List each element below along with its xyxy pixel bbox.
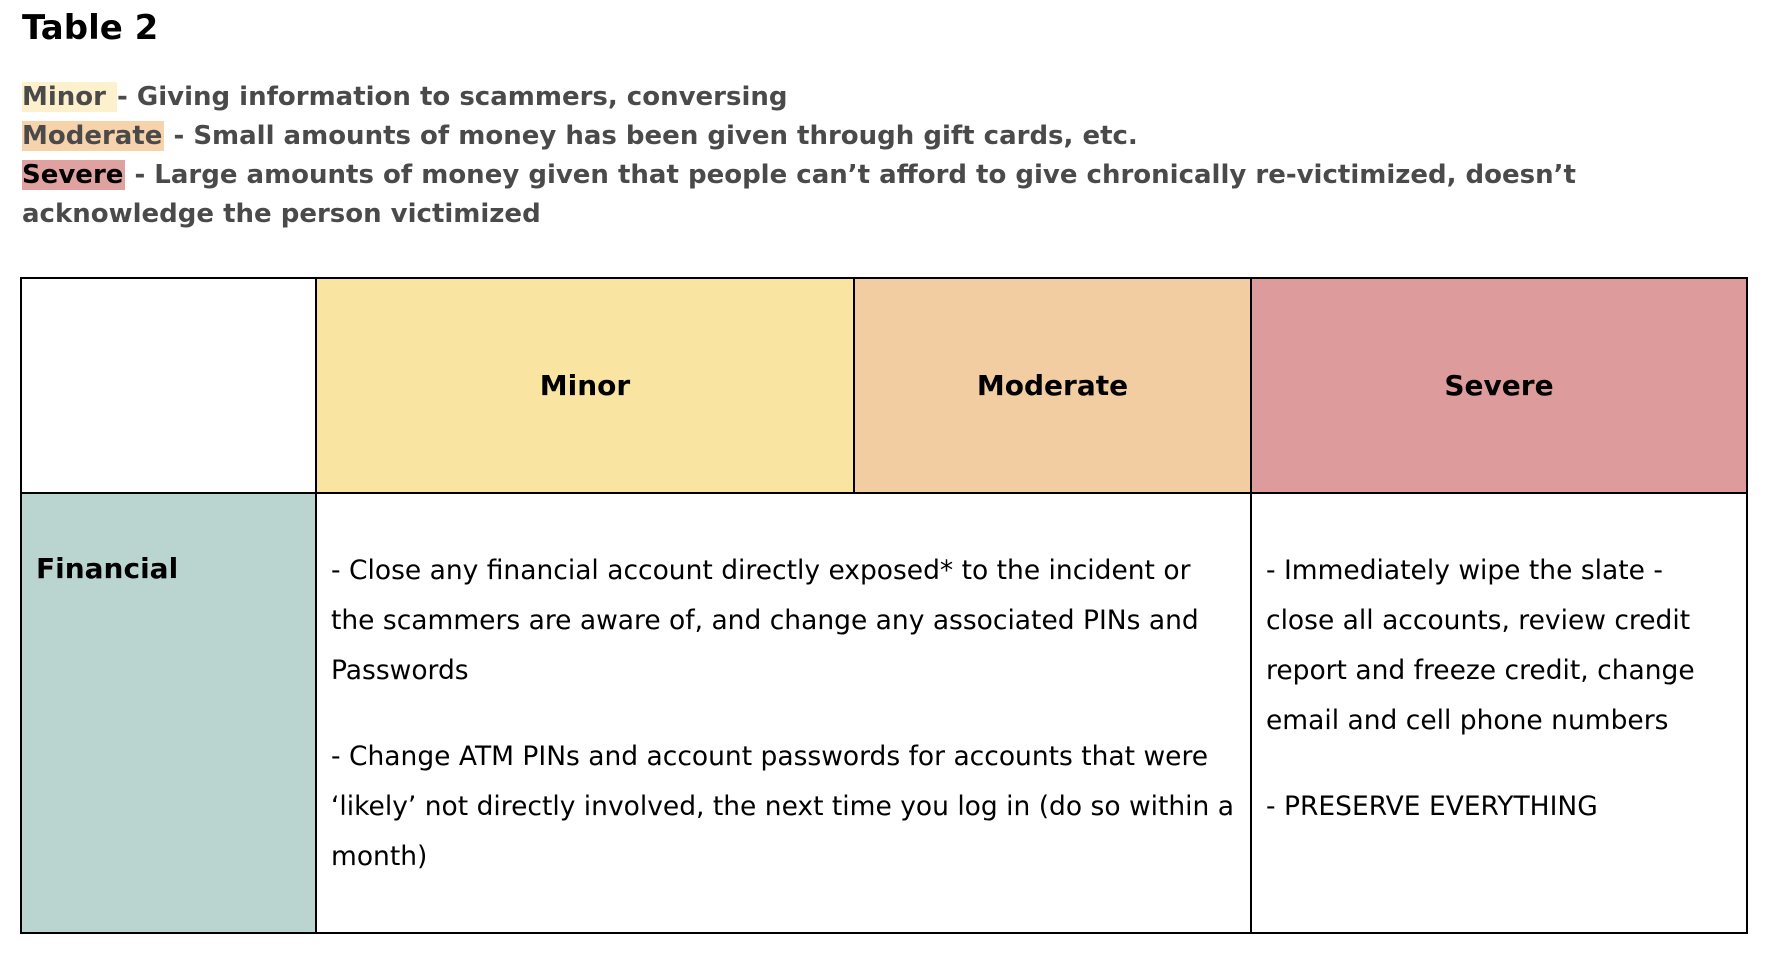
legend-severe-text: - Large amounts of money given that people can’t afford to give chronically re-victimized, doesn’t acknowledge the person victimized <box>22 160 1576 229</box>
header-severe-label: Severe <box>1444 369 1554 402</box>
severity-legend <box>22 78 1682 234</box>
legend-moderate-term: Moderate <box>22 121 163 151</box>
legend-minor-term: Minor <box>22 82 116 112</box>
legend-moderate <box>22 117 1682 156</box>
financial-minor-moderate-item: - Change ATM PINs and account passwords for accounts that were ‘likely’ not directly involved, the next time you log in (do so within a month) <box>331 741 1235 872</box>
row-label-financial: Financial <box>22 494 317 932</box>
financial-severe-item: - PRESERVE EVERYTHING <box>1266 791 1598 822</box>
header-moderate <box>855 279 1252 494</box>
header-severe <box>1252 279 1746 494</box>
table-title: Table 2 <box>22 8 159 48</box>
legend-minor-text: - Giving information to scammers, conversing <box>117 82 788 112</box>
header-minor <box>317 279 855 494</box>
financial-severe-cell <box>1252 494 1746 932</box>
header-blank-cell <box>22 279 317 494</box>
financial-severe-item: - Immediately wipe the slate - close all accounts, review credit report and freeze credit, change email and cell phone numbers <box>1266 555 1695 736</box>
header-minor-label: Minor <box>539 369 631 402</box>
financial-minor-moderate-cell <box>317 494 1252 932</box>
header-moderate-label: Moderate <box>976 369 1129 402</box>
legend-moderate-text: - Small amounts of money has been given through gift cards, etc. <box>164 121 1138 151</box>
legend-severe-term: Severe <box>22 160 124 190</box>
legend-severe <box>22 156 1682 234</box>
legend-minor <box>22 78 1682 117</box>
financial-minor-moderate-item: - Close any financial account directly exposed* to the incident or the scammers are aware of, and change any associated PINs and Passwords <box>331 555 1199 686</box>
severity-table <box>20 277 1748 934</box>
